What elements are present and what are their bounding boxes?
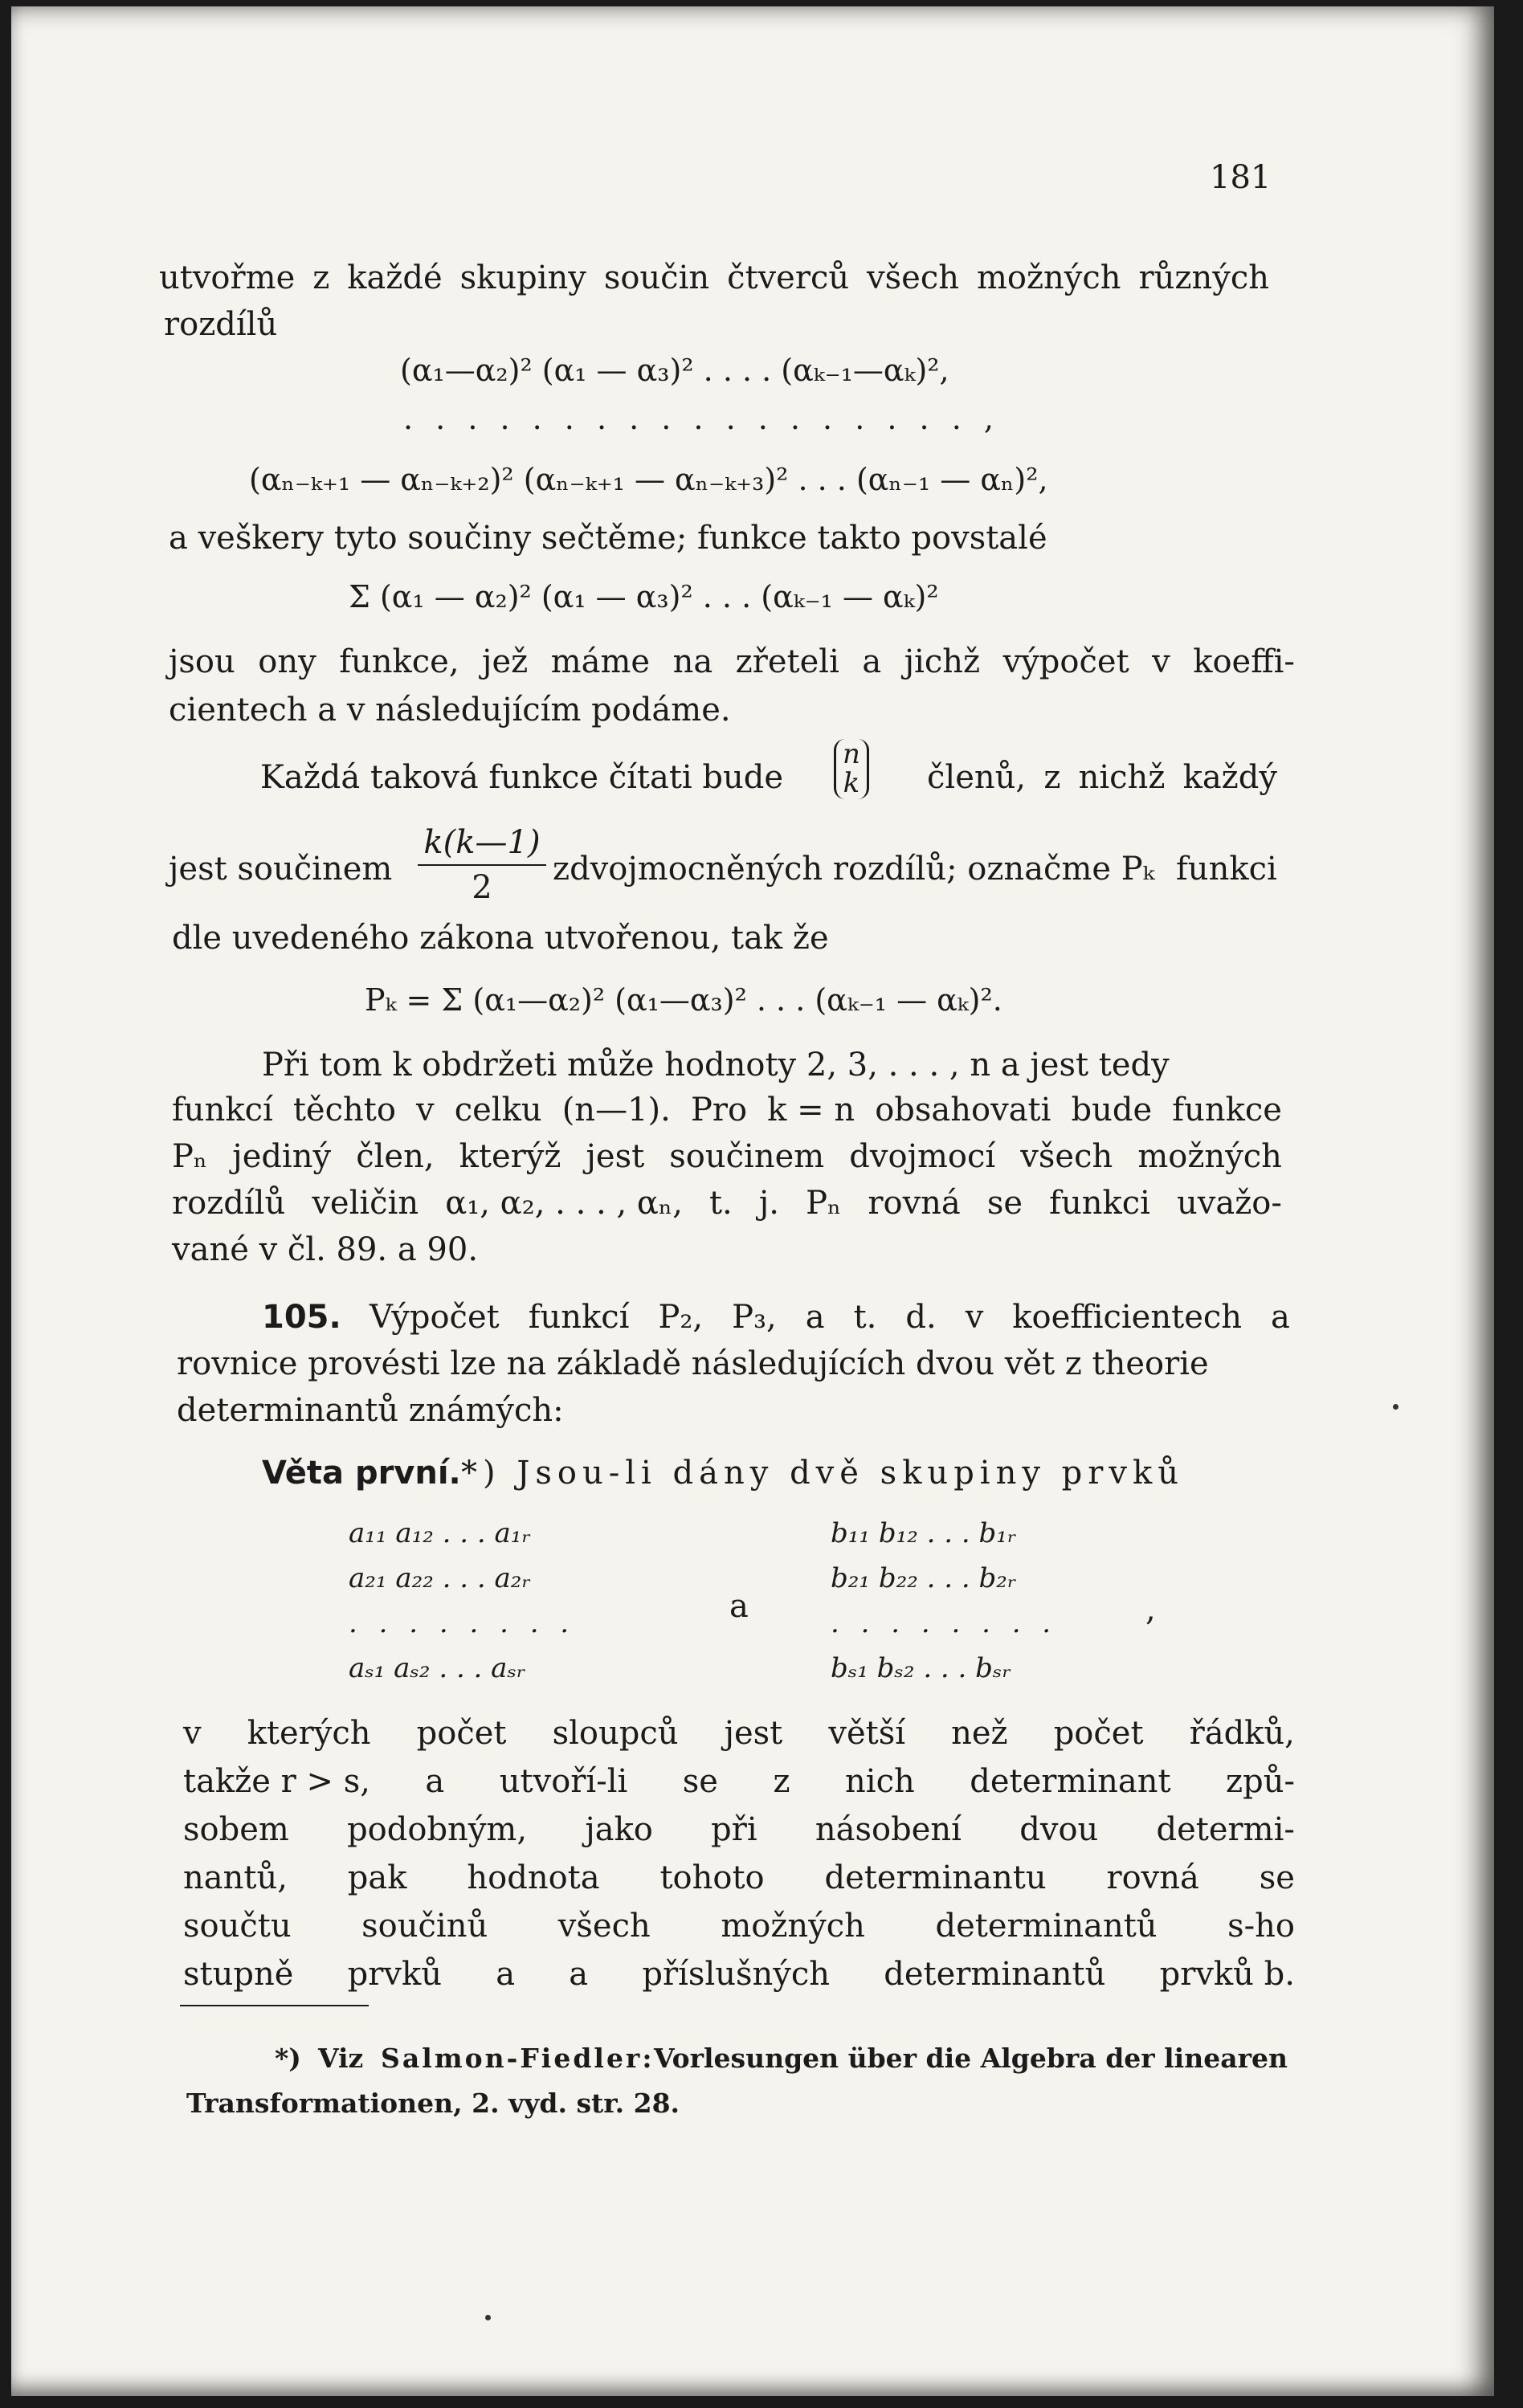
word: všech bbox=[557, 1908, 651, 1945]
word: d. bbox=[905, 1299, 937, 1336]
word: z bbox=[773, 1763, 790, 1800]
footnote-line-2: Transformationen, 2. vyd. str. 28. bbox=[186, 2088, 680, 2119]
matrix-b-row-2: b₂₁ b₂₂ . . . b₂ᵣ bbox=[831, 1562, 1017, 1594]
word: a bbox=[569, 1956, 589, 1993]
word: funkci bbox=[1049, 1185, 1150, 1222]
word: Pₙ bbox=[172, 1138, 208, 1175]
matrix-comma: , bbox=[1145, 1591, 1156, 1628]
fraction-k bbox=[418, 824, 546, 906]
word: z bbox=[1043, 759, 1061, 796]
matrix-a-row-4: aₛ₁ aₛ₂ . . . aₛᵣ bbox=[349, 1652, 526, 1684]
p5-line-1: Při tom k obdržeti může hodnoty 2, 3, . . . , n a jest tedy bbox=[262, 1047, 1170, 1084]
word: (n—1). bbox=[561, 1092, 671, 1128]
word: a bbox=[425, 1763, 445, 1800]
word: těchto bbox=[292, 1092, 396, 1128]
matrix-a-row-3: . . . . . . . . bbox=[349, 1607, 576, 1639]
word: skupiny bbox=[459, 259, 586, 296]
word: jest bbox=[586, 1138, 645, 1175]
footnote-mark: *) bbox=[275, 2043, 301, 2074]
word: prvků b. bbox=[1159, 1956, 1295, 1993]
footnote-title: Vorlesungen über die Algebra der linearen bbox=[654, 2043, 1288, 2074]
p7-line-1 bbox=[183, 1715, 1295, 1752]
paper-speck bbox=[1393, 1404, 1398, 1410]
word: t. bbox=[708, 1185, 733, 1222]
word: dvojmocí bbox=[849, 1138, 996, 1175]
matrix-a-row-2: a₂₁ a₂₂ . . . a₂ᵣ bbox=[349, 1562, 532, 1594]
word: máme bbox=[550, 643, 651, 680]
word: se bbox=[682, 1763, 718, 1800]
word: než bbox=[951, 1715, 1008, 1752]
p2-line-1: a veškery tyto součiny sečtěme; funkce takto povstalé bbox=[169, 520, 1047, 557]
word: člen, bbox=[356, 1138, 435, 1175]
p5-line-2 bbox=[172, 1094, 1282, 1126]
p1-line-1 bbox=[159, 259, 1269, 296]
word: ony bbox=[258, 643, 316, 680]
word: nich bbox=[845, 1763, 915, 1800]
word: Výpočet bbox=[370, 1299, 500, 1336]
word: rovná bbox=[1106, 1859, 1199, 1896]
word: podobným, bbox=[347, 1811, 528, 1848]
word: zřeteli bbox=[735, 643, 839, 680]
word: pak bbox=[347, 1859, 407, 1896]
word: celku bbox=[454, 1092, 542, 1128]
word: Pro bbox=[690, 1092, 748, 1128]
formula-1: (α₁—α₂)² (α₁ — α₃)² . . . . (αₖ₋₁—αₖ)², bbox=[400, 353, 949, 388]
word: násobení bbox=[815, 1811, 962, 1848]
p7-line-5 bbox=[183, 1908, 1295, 1945]
page-number: 181 bbox=[1210, 159, 1272, 196]
word: bude bbox=[1071, 1092, 1153, 1128]
p5-line-5: vané v čl. 89. a 90. bbox=[172, 1231, 479, 1268]
word: výpočet bbox=[1002, 643, 1129, 680]
word: v bbox=[965, 1299, 984, 1336]
word: k = n bbox=[767, 1092, 855, 1128]
matrix-a bbox=[349, 1517, 576, 1684]
word: příslušných bbox=[642, 1956, 831, 1993]
p7-line-4 bbox=[183, 1859, 1295, 1896]
word: determinantů bbox=[935, 1908, 1158, 1945]
word: nantů, bbox=[183, 1859, 288, 1896]
word: nichž bbox=[1078, 759, 1166, 796]
binomial-bottom: k bbox=[843, 766, 860, 799]
word: utvořme bbox=[159, 259, 296, 296]
word: na bbox=[672, 643, 713, 680]
word: s-ho bbox=[1227, 1908, 1295, 1945]
fraction-denominator: 2 bbox=[472, 869, 492, 906]
word: součin bbox=[603, 259, 710, 296]
word: Pₙ bbox=[806, 1185, 842, 1222]
word: možných bbox=[721, 1908, 865, 1945]
fraction-numerator: k(k—1) bbox=[423, 824, 541, 861]
word: P₂, bbox=[658, 1299, 704, 1336]
p4-line-1-start: Každá taková funkce čítati bude bbox=[260, 759, 784, 796]
word: sobem bbox=[183, 1811, 289, 1848]
word: při bbox=[711, 1811, 757, 1848]
word: uvažo- bbox=[1176, 1185, 1282, 1222]
word: koeffi- bbox=[1193, 643, 1295, 680]
word: v bbox=[183, 1715, 202, 1752]
fraction-bar bbox=[418, 864, 546, 866]
word: a bbox=[1271, 1299, 1290, 1336]
word: funkcí bbox=[528, 1299, 630, 1336]
word: hodnota bbox=[467, 1859, 600, 1896]
word: takže r > s, bbox=[183, 1763, 370, 1800]
p7-line-3 bbox=[183, 1811, 1295, 1848]
word: determi- bbox=[1156, 1811, 1295, 1848]
matrix-join: a bbox=[729, 1588, 749, 1625]
word: determinantu bbox=[824, 1859, 1047, 1896]
word: každé bbox=[347, 259, 443, 296]
p7-line-6 bbox=[183, 1956, 1295, 1993]
matrix-b-row-1: b₁₁ b₁₂ . . . b₁ᵣ bbox=[831, 1517, 1017, 1549]
p6-line-2: rovnice provésti lze na základě následujících dvou vět z theorie bbox=[177, 1345, 1209, 1382]
p3-line-1 bbox=[169, 643, 1295, 680]
word: se bbox=[986, 1185, 1023, 1222]
p4-line-2-start: jest součinem bbox=[169, 851, 393, 888]
word: rozdílů bbox=[172, 1185, 286, 1222]
p1-line-2: rozdílů bbox=[164, 306, 278, 343]
word: čtverců bbox=[727, 259, 850, 296]
formula-5: Pₖ = Σ (α₁—α₂)² (α₁—α₃)² . . . (αₖ₋₁ — αₖ)². bbox=[365, 982, 1002, 1018]
word: funkce bbox=[1172, 1092, 1282, 1128]
p4-line-3: dle uvedeného zákona utvořenou, tak že bbox=[172, 920, 829, 957]
word: různých bbox=[1138, 259, 1269, 296]
p4-line-2-mid: zdvojmocněných rozdílů; označme Pₖ bbox=[553, 851, 1155, 888]
word: utvoří-li bbox=[499, 1763, 628, 1800]
word: a bbox=[496, 1956, 516, 1993]
footnote-rule bbox=[180, 2005, 369, 2006]
word: α₁, α₂, . . . , αₙ, bbox=[445, 1185, 683, 1222]
word: determinantů bbox=[884, 1956, 1106, 1993]
word: veličin bbox=[312, 1185, 419, 1222]
word: součtu bbox=[183, 1908, 292, 1945]
word: jež bbox=[482, 643, 529, 680]
formula-2: . . . . . . . . . . . . . . . . . . , bbox=[403, 401, 1000, 436]
word: možných bbox=[976, 259, 1121, 296]
word: jest bbox=[724, 1715, 783, 1752]
word: kterých bbox=[247, 1715, 371, 1752]
p3-line-2: cientech a v následujícím podáme. bbox=[169, 692, 731, 729]
word: počet bbox=[1053, 1715, 1144, 1752]
word: členů, bbox=[927, 759, 1027, 796]
p4-line-2-end: funkci bbox=[1176, 851, 1277, 888]
p5-line-3 bbox=[172, 1138, 1282, 1175]
formula-4: Σ (α₁ — α₂)² (α₁ — α₃)² . . . (αₖ₋₁ — αₖ)² bbox=[349, 579, 939, 614]
book-page bbox=[11, 6, 1494, 2396]
word: j. bbox=[758, 1185, 779, 1222]
word: prvků bbox=[347, 1956, 442, 1993]
word: kterýž bbox=[459, 1138, 561, 1175]
section-number: 105. bbox=[262, 1299, 341, 1336]
word: počet bbox=[416, 1715, 507, 1752]
word: dvou bbox=[1019, 1811, 1099, 1848]
footnote-viz: Viz bbox=[318, 2043, 364, 2074]
word: součinem bbox=[669, 1138, 825, 1175]
p5-line-4 bbox=[172, 1185, 1282, 1222]
word: každý bbox=[1182, 759, 1277, 796]
word: jako bbox=[585, 1811, 653, 1848]
word: t. bbox=[853, 1299, 877, 1336]
word: determinant bbox=[970, 1763, 1171, 1800]
word: funkcí bbox=[172, 1092, 273, 1128]
binomial-top: n bbox=[843, 738, 860, 770]
word: v bbox=[416, 1092, 435, 1128]
matrix-b-row-3: . . . . . . . . bbox=[831, 1607, 1058, 1639]
word: stupně bbox=[183, 1956, 294, 1993]
word: všech bbox=[1020, 1138, 1113, 1175]
word: jichž bbox=[904, 643, 981, 680]
matrix-a-row-1: a₁₁ a₁₂ . . . a₁ᵣ bbox=[349, 1517, 532, 1549]
word: koefficientech bbox=[1012, 1299, 1243, 1336]
matrix-b bbox=[831, 1517, 1058, 1684]
word: způ- bbox=[1226, 1763, 1295, 1800]
word: a bbox=[805, 1299, 825, 1336]
matrix-b-row-4: bₛ₁ bₛ₂ . . . bₛᵣ bbox=[831, 1652, 1012, 1684]
binomial-n-k bbox=[834, 739, 869, 799]
word: všech bbox=[867, 259, 960, 296]
word: P₃, bbox=[732, 1299, 777, 1336]
theorem-text: *) Jsou-li dány dvě skupiny prvků bbox=[461, 1455, 1184, 1492]
word: jediný bbox=[232, 1138, 332, 1175]
word: součinů bbox=[361, 1908, 488, 1945]
word: obsahovati bbox=[875, 1092, 1051, 1128]
p6-line-3: determinantů známých: bbox=[177, 1392, 564, 1429]
word: z bbox=[312, 259, 330, 296]
word: jsou bbox=[169, 643, 235, 680]
word: tohoto bbox=[659, 1859, 765, 1896]
word: funkce, bbox=[339, 643, 459, 680]
p7-line-2 bbox=[183, 1765, 1295, 1798]
theorem-label: Věta první. bbox=[262, 1455, 461, 1492]
formula-3: (αₙ₋ₖ₊₁ — αₙ₋ₖ₊₂)² (αₙ₋ₖ₊₁ — αₙ₋ₖ₊₃)² . . . (αₙ₋₁ — αₙ)², bbox=[249, 462, 1048, 497]
word: rovná bbox=[868, 1185, 961, 1222]
paper-speck bbox=[485, 2315, 491, 2320]
footnote-author: Salmon-Fiedler: bbox=[381, 2043, 655, 2074]
word: se bbox=[1259, 1859, 1295, 1896]
word: v bbox=[1152, 643, 1170, 680]
word: a bbox=[862, 643, 882, 680]
word: možných bbox=[1137, 1138, 1282, 1175]
p4-line-1-end bbox=[927, 761, 1277, 794]
p6-line-1 bbox=[370, 1299, 1290, 1336]
word: větší bbox=[828, 1715, 906, 1752]
word: řádků, bbox=[1189, 1715, 1295, 1752]
word: sloupců bbox=[552, 1715, 679, 1752]
